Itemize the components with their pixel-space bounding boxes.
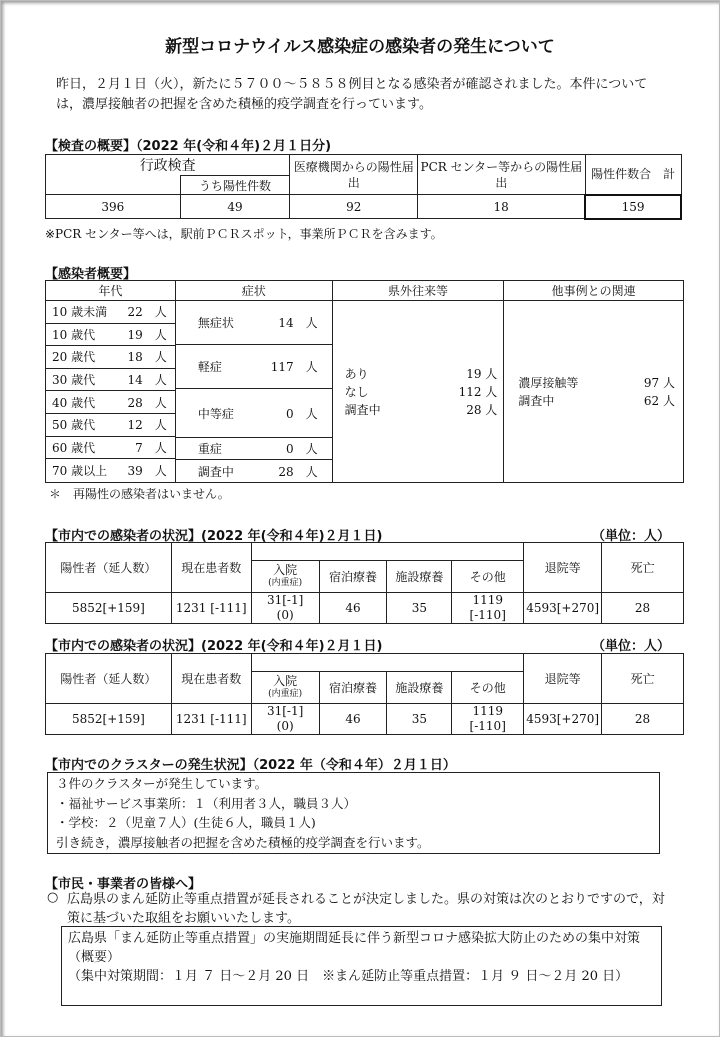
symptom-header: 症状 [175,281,332,301]
positive-header: 陽性者（延人数） [46,654,172,704]
cluster-line: 引き続き，濃厚接触者の把握を含めた積極的疫学調査を行います。 [56,834,430,850]
citizens-text: 広島県のまん延防止等重点措置が延長されることが決定しました。県の対策は次のとおりですので，対策に基づいた取組をお願いいたします。 [67,892,665,926]
facility-value: 35 [387,704,452,735]
inspection-table [45,154,682,220]
symptom-list [175,301,332,483]
city-status-table-2 [45,653,684,735]
hospital-header-label: 入院 [273,562,298,577]
age-label: 70 歳以上 [52,463,108,478]
cluster-heading: 【市内でのクラスターの発生状況】（2022 年（令和４年）２月１日） [45,758,456,773]
age-header: 年代 [46,281,176,301]
symptom-value: 14 人 [278,316,318,330]
current-value: 1231 [-111] [171,593,251,624]
positive-header: 陽性者（延人数） [46,543,172,593]
hospital-value-main: 31[-1] [266,704,304,718]
age-label: 30 歳代 [52,373,96,388]
current-breakdown-spacer [251,543,523,561]
admin-test-header: 行政検査 [46,155,290,176]
page-title: 新型コロナウイルス感染症の感染者の発生について [165,37,555,57]
hotel-value: 46 [319,704,387,735]
city-status-unit-1: （単位：人） [592,529,671,544]
death-value: 28 [602,704,684,735]
travel-label: 調査中 [344,402,381,417]
death-header: 死亡 [602,543,684,593]
symptom-label: 調査中 [197,464,234,479]
hospital-value [251,704,319,735]
admin-spacer [46,176,181,195]
age-row [46,437,175,460]
other-header: その他 [452,672,524,704]
death-header: 死亡 [602,654,684,704]
relation-row [518,392,675,410]
travel-label: なし [344,384,369,399]
inspection-heading: 【検査の概要】（2022 年(令和４年)２月１日分) [45,139,332,154]
citizens-heading: 【市民・事業者の皆様へ】 [45,877,202,892]
hospital-value [251,593,319,624]
symptom-label: 中等症 [197,406,234,421]
symptom-row [176,345,332,389]
intro-paragraph: 昨日，２月１日（火），新たに５７００～５８５８例目となる感染者が確認されました。本件については，濃厚接触者の把握を含めた積極的疫学調査を行っています。 [56,77,648,112]
current-header: 現在患者数 [171,654,251,704]
relation-row [518,374,675,392]
cluster-line: ・学校：２（児童７人）(生徒６人，職員１人) [56,815,316,830]
symptom-row [176,460,332,482]
other-header: その他 [452,561,524,593]
age-row [46,459,175,482]
measures-title: 広島県「まん延防止等重点措置」の実施期間延長に伴う新型コロナ感染拡大防止のための集中対策（概要） [68,931,641,965]
other-value-main: 1119 [472,593,503,607]
hotel-header: 宿泊療養 [319,561,387,593]
discharged-value: 4593[+270] [524,704,602,735]
other-value [452,593,524,624]
age-row [46,301,175,324]
overview-table [45,280,684,483]
age-value: 28 人 [127,395,167,410]
travel-label: あり [344,366,369,381]
age-label: 40 歳代 [52,395,96,410]
travel-value: 19 人 [466,366,498,381]
hospital-sub-header: (内重症) [268,688,303,699]
overview-note: ＊ 再陽性の感染者はいません。 [49,487,230,501]
city-status-heading-1: 【市内での感染者の状況】(2022 年(令和４年)２月１日) [45,529,383,544]
city-status-table-1 [45,542,684,624]
symptom-row [176,438,332,460]
city-status-unit-2: （単位：人） [592,639,671,654]
travel-row [345,383,498,401]
symptom-label: 重症 [197,442,222,456]
age-label: 10 歳代 [52,327,96,342]
age-row [46,391,175,414]
age-label: 10 歳未満 [52,305,108,320]
hospital-value-sub: (0) [276,608,294,622]
other-value-main: 1119 [472,704,503,718]
other-value-sub: [-110] [469,608,506,622]
symptom-row [176,389,332,438]
facility-header: 施設療養 [387,561,452,593]
travel-list [332,301,504,483]
total-value: 159 [585,195,681,219]
hospital-value-main: 31[-1] [266,593,304,607]
age-label: 60 歳代 [52,440,96,455]
hospital-sub-header: (内重症) [268,577,303,588]
death-value: 28 [602,593,684,624]
travel-row [345,401,498,419]
city-status-heading-2: 【市内での感染者の状況】(2022 年(令和４年)２月１日) [45,639,383,654]
relation-label: 濃厚接触等 [518,375,579,390]
current-value: 1231 [-111] [171,704,251,735]
overview-heading: 【感染者概要】 [45,267,137,282]
positive-value: 5852[+159] [46,593,172,624]
facility-value: 35 [387,593,452,624]
age-value: 19 人 [127,327,167,342]
measures-box [61,926,662,1006]
symptom-value: 117 人 [270,360,318,374]
other-value-sub: [-110] [469,719,506,733]
symptom-value: 0 人 [285,406,318,421]
measures-period: （集中対策期間：１月 ７ 日～２月 20 日 ※まん延防止等重点措置：１月 ９ 日～２月 20 日） [68,969,629,984]
age-label: 20 歳代 [52,350,96,365]
inspection-note: ※PCR センター等へは，駅前ＰＣＲスポット，事業所ＰＣＲを含みます。 [45,227,443,241]
hotel-header: 宿泊療養 [319,672,387,704]
age-row [46,369,175,392]
hospital-header-label: 入院 [273,673,298,688]
pcr-header: PCR センター等からの陽性届出 [418,155,586,195]
age-value: 12 人 [127,418,167,433]
symptom-row [176,301,332,345]
relation-header: 他事例との関連 [504,281,684,301]
age-list [46,301,176,483]
hospital-value-sub: (0) [276,719,294,733]
relation-label: 調査中 [518,393,555,408]
current-breakdown-spacer [251,654,523,672]
positive-value: 5852[+159] [46,704,172,735]
positive-of-value: 49 [180,195,290,219]
travel-row [345,365,498,383]
age-value: 22 人 [127,305,167,320]
symptom-label: 軽症 [197,360,222,374]
symptom-value: 28 人 [278,464,318,479]
symptom-value: 0 人 [285,442,318,456]
positive-of-header: うち陽性件数 [180,176,290,195]
discharged-value: 4593[+270] [524,593,602,624]
relation-value: 62 人 [643,393,675,408]
age-row [46,414,175,437]
other-value [452,704,524,735]
pcr-value: 18 [418,195,586,219]
citizens-bullet: ○ [47,890,59,905]
facility-header: 施設療養 [387,672,452,704]
cluster-line: ・福祉サービス事業所：１（利用者３人，職員３人） [56,795,357,811]
age-value: 14 人 [127,373,167,388]
relation-list [504,301,684,483]
age-value: 39 人 [127,463,167,478]
admin-value: 396 [46,195,181,219]
medical-header: 医療機関からの陽性届出 [290,155,418,195]
hospital-header [251,672,319,704]
hotel-value: 46 [319,593,387,624]
hospital-header [251,561,319,593]
discharged-header: 退院等 [524,654,602,704]
symptom-label: 無症状 [197,316,234,330]
travel-value: 112 人 [458,384,498,399]
travel-value: 28 人 [466,402,498,417]
age-row [46,324,175,347]
age-value: 18 人 [127,350,167,365]
age-row [46,346,175,369]
age-label: 50 歳代 [52,418,96,433]
relation-value: 97 人 [643,375,675,390]
discharged-header: 退院等 [524,543,602,593]
age-value: 7 人 [135,440,167,455]
cluster-line: ３件のクラスターが発生しています。 [56,776,268,791]
total-header: 陽性件数合 計 [585,155,681,195]
current-header: 現在患者数 [171,543,251,593]
travel-header: 県外往来等 [332,281,504,301]
cluster-box [47,772,660,854]
medical-value: 92 [290,195,418,219]
